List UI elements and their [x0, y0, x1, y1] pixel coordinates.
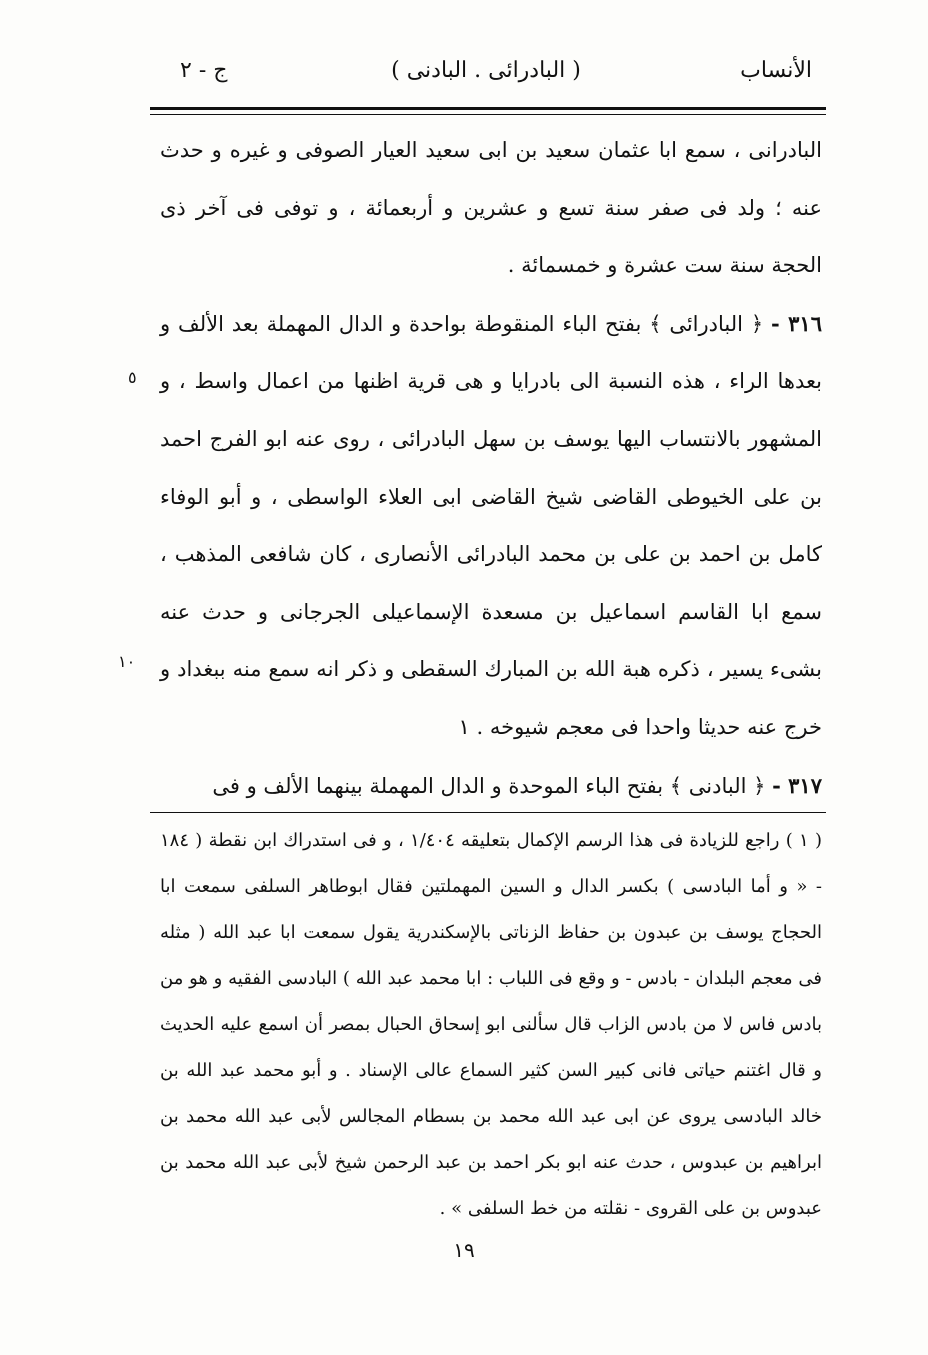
footnote-item: ( ١ ) راجع للزيادة فى هذا الرسم الإكمال بتعليقه ١/٤٠٤ ، و فى استدراك ابن نقطة ( ١٨٤ - « و أما البادسى ) بكسر الدال و السين المهملتين فقال ابوطاهر السلفى سمعت ابا الحجاج يوسف بن عبدون بن حفاظ الزناتى بالإسكندرية يقول سمعت ابا عبد الله ( مثله فى معجم البلدان - بادس - و وقع فى اللباب : ابا محمد عبد الله ) البادسى الفقيه و هو من بادس فاس لا من بادس الزاب قال سألنى ابو إسحاق الحبال بمصر أن اسمع عليه الحديث و قال اغتنم حياتى فانى كبير السن كثير السماع عالى الإسناد . و أبو محمد عبد الله بن خالد البادسى يروى عن ابى عبد الله محمد بن بسطام المجالس لأبى عبد الله محمد بن ابراهيم بن عبدوس ، حدث عنه ابو بكر احمد بن عبد الرحمن شيخ لأبى عبد الله محمد بن عبدوس بن على القروى - نقلته من خط السلفى » . — [160, 830, 822, 1219]
entry-316 — [160, 295, 822, 757]
page-number: ١٩ — [453, 1238, 475, 1262]
paragraph-text: البادرانى ، سمع ابا عثمان سعيد بن ابى سعيد العيار الصوفى و غيره و حدث عنه ؛ ولد فى صفر سنة تسع و عشرين و أربعمائة ، و توفى فى آخر ذى الحجة سنة ست عشرة و خمسمائة . — [160, 138, 822, 278]
header-rule-thin — [150, 114, 826, 115]
paragraph-continuation — [160, 122, 822, 295]
footnote-rule — [150, 812, 826, 813]
footnotes — [160, 818, 822, 1232]
line-number-marker: ٥ — [128, 368, 137, 387]
line-number-marker: ١٠ — [118, 652, 136, 671]
main-text — [160, 122, 822, 815]
entry-317 — [160, 757, 822, 816]
header-volume: ج - ٢ — [180, 58, 228, 83]
running-header — [150, 58, 822, 94]
entry-number: ٣١٧ - — [772, 772, 822, 798]
entry-text: ﴿ البادنى ﴾ بفتح الباء الموحدة و الدال المهملة بينهما الألف و فى — [212, 773, 766, 798]
entry-text: ﴿ البادرائى ﴾ بفتح الباء المنقوطة بواحدة و الدال المهملة بعد الألف و بعدها الراء ، هذه النسبة الى بادرايا و هى قرية اظنها من اعمال واسط ، و المشهور بالانتساب اليها يوسف بن سهل البادرائى ، روى عنه ابو الفرج احمد بن على الخيوطى القاضى شيخ القاضى ابى العلاء الواسطى ، و أبو الوفاء كامل بن احمد بن على بن محمد البادرائى الأنصارى ، كان شافعى المذهب ، سمع ابا القاسم اسماعيل بن مسعدة الإسماعيلى الجرجانى و حدث عنه بشىء يسير ، ذكره هبة الله بن المبارك السقطى و ذكر انه سمع منه ببغداد و خرج عنه حديثا واحدا فى معجم شيوخه . ١ — [160, 311, 823, 739]
entry-number: ٣١٦ - — [770, 310, 822, 336]
header-book-title: الأنساب — [740, 58, 812, 83]
header-entry-range: ( البادرائى . البادنى ) — [391, 58, 581, 83]
header-rule-thick — [150, 107, 826, 110]
